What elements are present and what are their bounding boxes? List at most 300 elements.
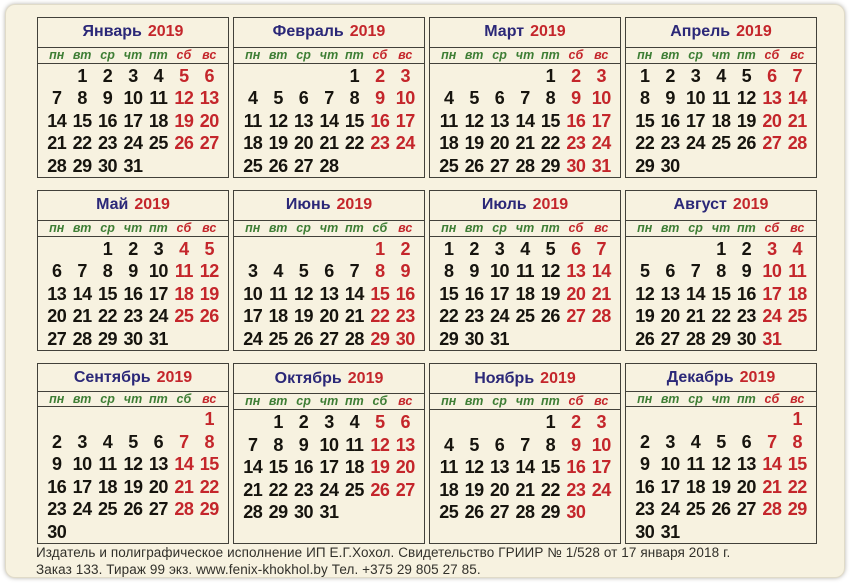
date-cell: 19 (711, 476, 731, 497)
date-cell (785, 521, 810, 544)
date-cell: 5 (469, 434, 479, 455)
date-cell: 29 (635, 155, 655, 176)
dates-grid (430, 64, 620, 178)
date-cell: 14 (787, 88, 807, 108)
date-cell: 25 (174, 306, 194, 326)
date-cell: 25 (344, 479, 364, 500)
month-box (429, 363, 621, 544)
date-cell: 5 (128, 431, 138, 452)
date-cell: 19 (464, 479, 484, 500)
date-cell: 11 (711, 88, 730, 108)
date-cell: 15 (72, 110, 92, 131)
month-name: Май (96, 196, 129, 214)
imprint-footer (36, 545, 730, 578)
date-cell (683, 155, 708, 178)
month-title (38, 191, 228, 221)
weekday-label: чт (711, 391, 731, 406)
date-cell: 1 (545, 65, 556, 86)
dates-grid (38, 407, 228, 543)
date-cell: 15 (540, 110, 560, 131)
date-cell: 19 (540, 283, 560, 304)
date-cell: 22 (439, 306, 459, 326)
date-cell: 6 (324, 261, 334, 281)
month-box (233, 190, 425, 351)
date-cell: 3 (77, 431, 87, 452)
date-cell: 13 (490, 457, 510, 477)
date-cell: 27 (490, 155, 510, 176)
date-cell: 17 (660, 476, 680, 497)
date-cell: 18 (344, 457, 364, 477)
month-box (37, 17, 229, 178)
date-cell (589, 501, 614, 524)
date-cell (367, 501, 392, 524)
date-cell: 22 (635, 133, 655, 153)
date-cell: 24 (762, 306, 782, 326)
date-cell: 8 (349, 88, 360, 108)
month-name: Сентябрь (73, 368, 151, 386)
date-cell: 8 (77, 88, 87, 108)
date-cell: 8 (545, 88, 556, 108)
date-cell: 7 (596, 238, 607, 259)
month-title (626, 191, 816, 221)
date-cell: 12 (370, 434, 390, 455)
weekday-label: вт (660, 391, 680, 406)
date-cell (708, 408, 733, 431)
date-cell: 24 (490, 306, 510, 326)
weekday-label: пт (541, 47, 560, 62)
date-cell: 27 (199, 133, 219, 153)
weekday-label: пн (245, 394, 261, 409)
weekday-label: вт (464, 47, 484, 62)
date-cell (265, 238, 290, 261)
date-cell: 3 (690, 65, 701, 86)
date-cell: 3 (767, 238, 777, 259)
date-cell: 2 (298, 412, 309, 432)
month-name: Февраль (272, 23, 344, 41)
date-cell: 25 (686, 499, 706, 519)
date-cell: 21 (515, 133, 535, 153)
date-cell: 22 (370, 306, 390, 326)
date-cell: 10 (395, 88, 415, 108)
date-cell: 9 (639, 454, 650, 474)
weekday-header-row (430, 394, 620, 410)
date-cell: 7 (247, 434, 258, 455)
date-cell: 4 (443, 434, 454, 455)
date-cell: 4 (153, 65, 164, 86)
date-cell (436, 411, 461, 434)
month-name: Апрель (670, 23, 731, 41)
weekday-label: сб (176, 391, 192, 406)
date-cell: 7 (349, 261, 360, 281)
dates-grid (38, 237, 228, 351)
date-cell: 4 (716, 65, 726, 86)
month-year: 2019 (156, 368, 193, 386)
weekday-label: пн (49, 391, 65, 406)
date-cell: 2 (375, 65, 385, 86)
month-year: 2019 (532, 196, 569, 214)
date-cell: 2 (571, 65, 581, 86)
date-cell: 3 (153, 238, 164, 259)
months-grid (37, 17, 817, 544)
date-cell: 14 (72, 283, 92, 304)
date-cell: 5 (469, 88, 479, 108)
date-cell (632, 408, 657, 431)
month-name: Январь (82, 23, 142, 41)
date-cell: 28 (174, 499, 194, 519)
date-cell: 5 (179, 65, 189, 86)
date-cell: 29 (540, 502, 560, 522)
date-cell (512, 65, 537, 88)
date-cell: 12 (540, 261, 560, 281)
dates-grid (234, 64, 424, 178)
date-cell: 27 (566, 306, 586, 326)
date-cell: 17 (762, 283, 782, 304)
date-cell: 29 (711, 328, 731, 349)
weekday-label: пт (149, 47, 168, 62)
date-cell (342, 155, 367, 178)
date-cell (734, 155, 759, 178)
date-cell (171, 155, 196, 178)
date-cell: 30 (635, 521, 655, 542)
date-cell: 18 (268, 306, 288, 326)
weekday-label: чт (515, 394, 535, 409)
date-cell: 29 (199, 499, 219, 519)
date-cell (708, 155, 733, 178)
date-cell: 19 (294, 306, 314, 326)
date-cell: 10 (686, 88, 706, 108)
dates-grid (430, 237, 620, 351)
month-title (234, 18, 424, 48)
date-cell: 28 (591, 306, 611, 326)
date-cell: 2 (400, 238, 411, 259)
date-cell (240, 65, 265, 88)
date-cell: 11 (269, 283, 288, 304)
weekday-label: ср (492, 394, 507, 409)
date-cell: 14 (515, 457, 535, 477)
date-cell: 1 (273, 412, 283, 432)
month-box (37, 363, 229, 544)
weekday-label: вс (398, 394, 413, 409)
date-cell: 25 (711, 133, 731, 153)
date-cell: 10 (243, 283, 263, 304)
date-cell: 22 (711, 306, 731, 326)
date-cell: 26 (711, 499, 731, 519)
weekday-label: пт (345, 47, 364, 62)
date-cell: 26 (199, 306, 219, 326)
date-cell: 15 (199, 454, 219, 474)
date-cell: 18 (515, 283, 535, 304)
date-cell: 22 (98, 306, 118, 326)
date-cell: 29 (787, 499, 807, 519)
date-cell: 20 (47, 306, 67, 326)
date-cell: 22 (344, 133, 364, 153)
date-cell: 12 (736, 88, 756, 108)
date-cell: 19 (268, 133, 288, 153)
date-cell: 7 (179, 431, 189, 452)
weekday-label: вс (398, 220, 413, 235)
weekday-header-row (626, 392, 816, 407)
date-cell: 6 (767, 65, 777, 86)
date-cell: 30 (98, 155, 118, 176)
date-cell: 4 (443, 88, 454, 108)
date-cell: 8 (792, 431, 803, 452)
month-title (38, 364, 228, 392)
weekday-label: чт (123, 220, 143, 235)
date-cell: 23 (635, 499, 655, 519)
date-cell (367, 155, 392, 178)
date-cell: 22 (540, 133, 560, 153)
month-box (429, 17, 621, 178)
date-cell: 31 (490, 328, 510, 349)
date-cell: 22 (199, 476, 219, 497)
date-cell (759, 408, 784, 431)
weekday-label: вт (268, 394, 288, 409)
date-cell: 23 (736, 306, 756, 326)
month-title (430, 364, 620, 394)
date-cell (512, 328, 537, 351)
date-cell: 17 (72, 476, 92, 497)
weekday-label: пн (49, 47, 65, 62)
weekday-label: пн (637, 47, 653, 62)
dates-grid (38, 64, 228, 178)
date-cell (44, 65, 69, 88)
date-cell: 21 (762, 476, 782, 497)
date-cell: 14 (515, 110, 535, 131)
date-cell: 27 (47, 328, 67, 349)
weekday-label: пн (49, 220, 65, 235)
month-title (626, 18, 816, 48)
date-cell: 30 (566, 155, 586, 176)
date-cell (171, 521, 196, 544)
date-cell: 14 (344, 283, 364, 304)
weekday-label: сб (764, 391, 780, 406)
date-cell: 28 (515, 155, 535, 176)
date-cell: 4 (520, 238, 530, 259)
date-cell: 26 (174, 133, 194, 153)
date-cell: 20 (736, 476, 756, 497)
date-cell (759, 521, 784, 544)
date-cell: 23 (123, 306, 143, 326)
date-cell: 27 (762, 133, 782, 153)
date-cell: 26 (294, 328, 314, 349)
date-cell: 24 (123, 133, 143, 153)
weekday-label: чт (515, 220, 535, 235)
date-cell: 21 (591, 283, 611, 304)
date-cell: 3 (596, 65, 607, 86)
date-cell: 12 (123, 454, 143, 474)
date-cell: 20 (199, 110, 219, 131)
date-cell: 18 (787, 283, 807, 304)
date-cell: 4 (102, 431, 113, 452)
date-cell: 13 (319, 283, 339, 304)
date-cell: 9 (102, 88, 113, 108)
date-cell: 6 (400, 412, 411, 432)
weekday-label: пт (149, 220, 168, 235)
date-cell: 17 (490, 283, 510, 304)
date-cell: 29 (268, 502, 288, 522)
weekday-label: сб (764, 220, 780, 235)
weekday-label: чт (319, 394, 339, 409)
date-cell: 28 (319, 155, 339, 176)
date-cell: 11 (515, 261, 534, 281)
date-cell: 23 (566, 479, 586, 500)
date-cell (683, 238, 708, 261)
date-cell: 24 (591, 133, 611, 153)
month-year: 2019 (739, 368, 776, 386)
weekday-label: вт (660, 220, 680, 235)
weekday-header-row (430, 48, 620, 64)
weekday-label: ср (100, 47, 115, 62)
date-cell: 20 (490, 479, 510, 500)
date-cell: 11 (788, 261, 807, 281)
date-cell: 16 (123, 283, 143, 304)
date-cell (683, 408, 708, 431)
date-cell: 26 (464, 502, 484, 522)
date-cell: 10 (319, 434, 339, 455)
date-cell: 20 (762, 110, 782, 131)
weekday-label: вт (72, 47, 92, 62)
date-cell: 10 (591, 88, 611, 108)
month-year: 2019 (147, 23, 184, 41)
date-cell (44, 408, 69, 431)
date-cell: 28 (686, 328, 706, 349)
date-cell: 14 (686, 283, 706, 304)
weekday-label: чт (515, 47, 535, 62)
date-cell: 1 (349, 65, 360, 86)
date-cell: 10 (490, 261, 510, 281)
date-cell: 12 (464, 110, 484, 131)
month-box (429, 190, 621, 351)
weekday-label: вс (790, 391, 805, 406)
date-cell: 23 (98, 133, 118, 153)
date-cell: 13 (762, 88, 782, 108)
date-cell (512, 411, 537, 434)
dates-grid (626, 237, 816, 351)
date-cell: 9 (571, 434, 581, 455)
weekday-label: вт (72, 391, 92, 406)
date-cell: 19 (123, 476, 143, 497)
date-cell: 6 (51, 261, 62, 281)
date-cell: 13 (395, 434, 415, 455)
date-cell: 15 (787, 454, 807, 474)
weekday-label: вт (268, 47, 288, 62)
date-cell: 22 (540, 479, 560, 500)
date-cell: 4 (247, 88, 258, 108)
date-cell: 31 (762, 328, 782, 349)
date-cell (316, 65, 341, 88)
weekday-label: пн (441, 47, 457, 62)
date-cell: 28 (515, 502, 535, 522)
date-cell: 19 (199, 283, 219, 304)
weekday-label: сб (176, 220, 192, 235)
date-cell: 7 (520, 88, 530, 108)
month-year: 2019 (349, 23, 386, 41)
date-cell: 19 (635, 306, 655, 326)
date-cell: 17 (319, 457, 339, 477)
date-cell: 28 (243, 502, 263, 522)
date-cell: 27 (148, 499, 168, 519)
month-year: 2019 (540, 369, 576, 387)
weekday-header-row (38, 221, 228, 237)
date-cell: 21 (515, 479, 535, 500)
date-cell: 26 (464, 155, 484, 176)
date-cell (393, 501, 418, 524)
month-box (625, 190, 817, 351)
date-cell: 17 (243, 306, 263, 326)
date-cell (197, 521, 222, 544)
month-name: Октябрь (274, 369, 342, 387)
weekday-label: пт (345, 394, 364, 409)
weekday-label: ср (688, 47, 703, 62)
date-cell: 23 (660, 133, 680, 153)
weekday-label: чт (123, 47, 143, 62)
weekday-label: вс (398, 47, 413, 62)
weekday-label: вс (202, 220, 217, 235)
date-cell: 9 (51, 454, 62, 474)
date-cell: 16 (566, 110, 586, 131)
weekday-label: вт (464, 220, 484, 235)
date-cell: 15 (540, 457, 560, 477)
date-cell (146, 408, 171, 431)
date-cell: 19 (370, 457, 390, 477)
date-cell: 7 (77, 261, 87, 281)
date-cell: 6 (571, 238, 581, 259)
date-cell: 28 (762, 499, 782, 519)
date-cell: 25 (268, 328, 288, 349)
date-cell (342, 501, 367, 524)
weekday-label: ср (100, 391, 115, 406)
date-cell: 11 (243, 110, 262, 131)
date-cell: 5 (741, 65, 752, 86)
date-cell: 30 (47, 521, 67, 542)
weekday-label: пт (737, 391, 756, 406)
date-cell: 20 (490, 133, 510, 153)
date-cell (683, 521, 708, 544)
date-cell: 9 (400, 261, 411, 281)
date-cell: 5 (716, 431, 726, 452)
date-cell: 6 (204, 65, 215, 86)
date-cell: 18 (98, 476, 118, 497)
date-cell: 15 (370, 283, 390, 304)
date-cell: 8 (443, 261, 454, 281)
date-cell: 15 (635, 110, 655, 131)
weekday-label: вс (594, 220, 609, 235)
date-cell: 2 (128, 238, 138, 259)
date-cell: 3 (400, 65, 411, 86)
date-cell: 15 (344, 110, 364, 131)
date-cell: 8 (716, 261, 726, 281)
weekday-header-row (430, 221, 620, 237)
date-cell: 18 (148, 110, 168, 131)
date-cell: 14 (591, 261, 611, 281)
date-cell: 12 (199, 261, 219, 281)
weekday-label: вс (790, 220, 805, 235)
date-cell: 16 (294, 457, 314, 477)
date-cell: 2 (741, 238, 752, 259)
date-cell: 26 (268, 155, 288, 176)
month-year: 2019 (347, 369, 384, 387)
date-cell (171, 328, 196, 351)
date-cell: 7 (767, 431, 777, 452)
weekday-label: вс (594, 47, 609, 62)
date-cell: 9 (128, 261, 138, 281)
date-cell: 23 (370, 133, 390, 153)
date-cell (95, 521, 120, 544)
date-cell: 15 (268, 457, 288, 477)
date-cell: 3 (494, 238, 505, 259)
weekday-label: вс (790, 47, 805, 62)
date-cell: 21 (686, 306, 706, 326)
